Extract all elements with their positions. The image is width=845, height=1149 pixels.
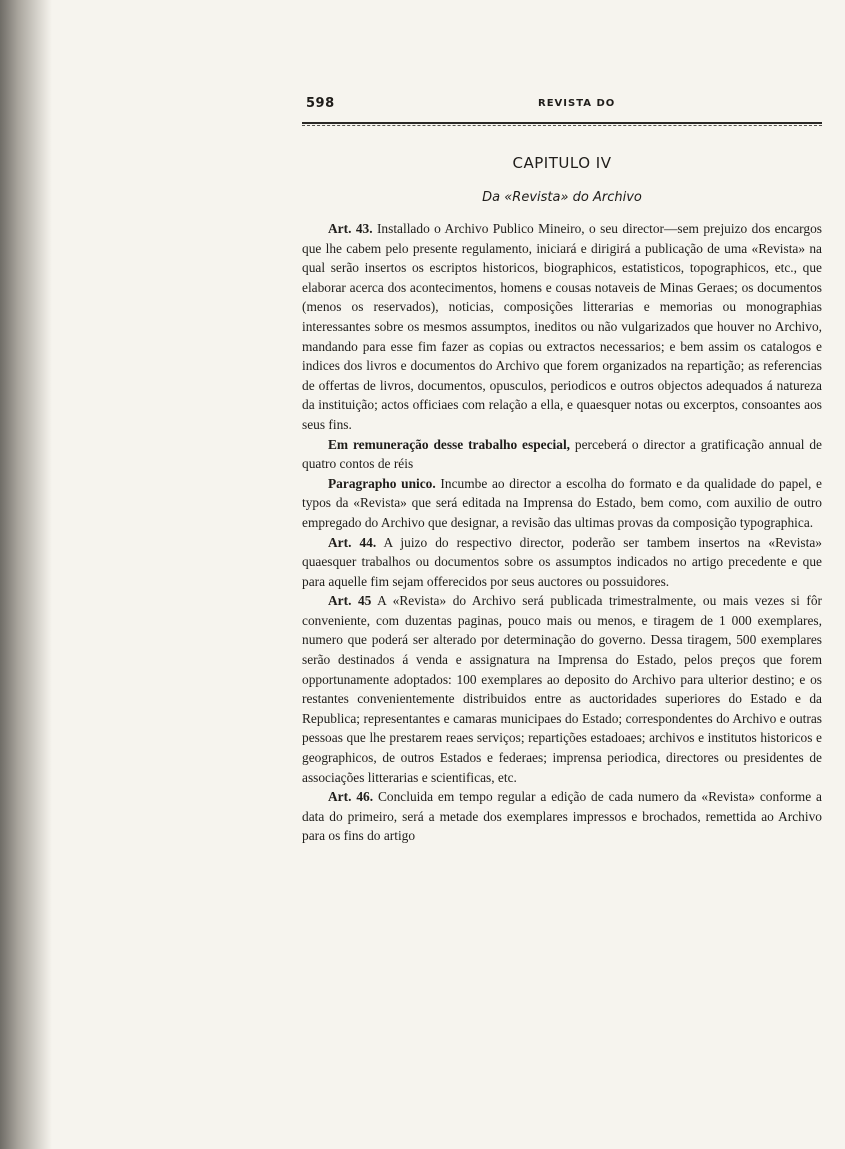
article-lead: Em remuneração desse trabalho especial, bbox=[328, 436, 571, 452]
article-lead: Paragrapho unico. bbox=[328, 475, 436, 491]
paragraph-art-46 bbox=[302, 787, 822, 846]
paragraph-art-44 bbox=[302, 533, 822, 592]
paragraph-art-43 bbox=[302, 219, 822, 435]
paragraph-text: A juizo do respectivo director, poderão ser tambem insertos na «Revista» quaesquer trabalhos ou documentos sobre os assumptos indicados no artigo precedente e que para aquelle fim sejam offerecidos por seus auctores ou possuidores. bbox=[302, 534, 822, 589]
page bbox=[302, 92, 822, 846]
running-head bbox=[302, 92, 822, 112]
header-rule-secondary bbox=[302, 125, 822, 126]
paragraph-text: Concluida em tempo regular a edição de cada numero da «Revista» conforme a data do primeiro, será a metade dos exemplares impressos e brochados, remettida ao Archivo para os fins do artigo bbox=[302, 789, 822, 844]
paragraph-text: A «Revista» do Archivo será publicada trimestralmente, ou mais vezes si fôr conveniente, com duzentas paginas, pouco mais ou menos, e tiragem de 1 000 exemplares, numero que poderá ser alterado por determinação do governo. Dessa tiragem, 500 exemplares serão destinados á venda e assignatura na Imprensa do Estado, pelos preços que forem opportunamente adoptados: 100 exemplares ao deposito do Archivo para ulterior destino; e os restantes convenientemente distribuidos entre as auctoridades superiores do Estado e da Republica; representantes e camaras municipaes do Estado; correspondentes do Archivo e outras pessoas que lhe prestarem reaes serviços; repartições estadoaes; archivos e institutos historicos e geographicos, de outros Estados e federaes; imprensa periodica, directores ou presidentes de associações litterarias e scientificas, etc. bbox=[302, 593, 822, 785]
chapter-title: CAPITULO IV bbox=[512, 154, 612, 172]
article-lead: Art. 46. bbox=[328, 789, 374, 805]
page-number: 598 bbox=[306, 96, 335, 111]
paragraph-text: Incumbe ao director a escolha do formato e da qualidade do papel, e typos da «Revista» que será editada na Imprensa do Estado, bem como, com auxilio de outro empregado do Archivo que designar, a revisão das ultimas provas da composição typographica. bbox=[302, 475, 822, 530]
paragraph-unico bbox=[302, 474, 822, 533]
running-title: REVISTA DO bbox=[538, 98, 616, 109]
article-lead: Art. 45 bbox=[328, 593, 372, 609]
article-lead: Art. 44. bbox=[328, 534, 377, 550]
section-title: Da «Revista» do Archivo bbox=[482, 190, 642, 205]
body-text bbox=[302, 219, 822, 846]
article-lead: Art. 43. bbox=[328, 221, 373, 236]
page-binding-edge bbox=[0, 0, 52, 1149]
paragraph-text: perceberá o director a gratificação annual de quatro contos de réis bbox=[302, 436, 822, 472]
paragraph-remuneration bbox=[302, 435, 822, 474]
paragraph-text: Installado o Archivo Publico Mineiro, o seu director—sem prejuizo dos encargos que lhe cabem pelo presente regulamento, iniciará e dirigirá a publicação de uma «Revista» na qual serão insertos os escriptos historicos, biographicos, estatisticos, topographicos, etc., que elaborar acerca dos acontecimentos, homens e cousas notaveis de Minas Geraes; os documentos (menos os reservados), noticias, composições litterarias e memorias ou monographias interessantes sobre os mesmos assumptos, ineditos ou não vulgarizados que houver no Archivo, mandando para esse fim fazer as copias ou extractos necessarios; e bem assim os catalogos e indices dos livros e documentos do Archivo que forem organizados na repartição; as referencias de offertas de livros, documentos, opusculos, periodicos e outros objectos adequados á natureza da instituição; actos officiaes com relação a ella, e quaesquer notas ou excerptos, consoantes aos seus fins. bbox=[302, 221, 822, 432]
paragraph-art-45 bbox=[302, 591, 822, 787]
header-rule bbox=[302, 122, 822, 124]
